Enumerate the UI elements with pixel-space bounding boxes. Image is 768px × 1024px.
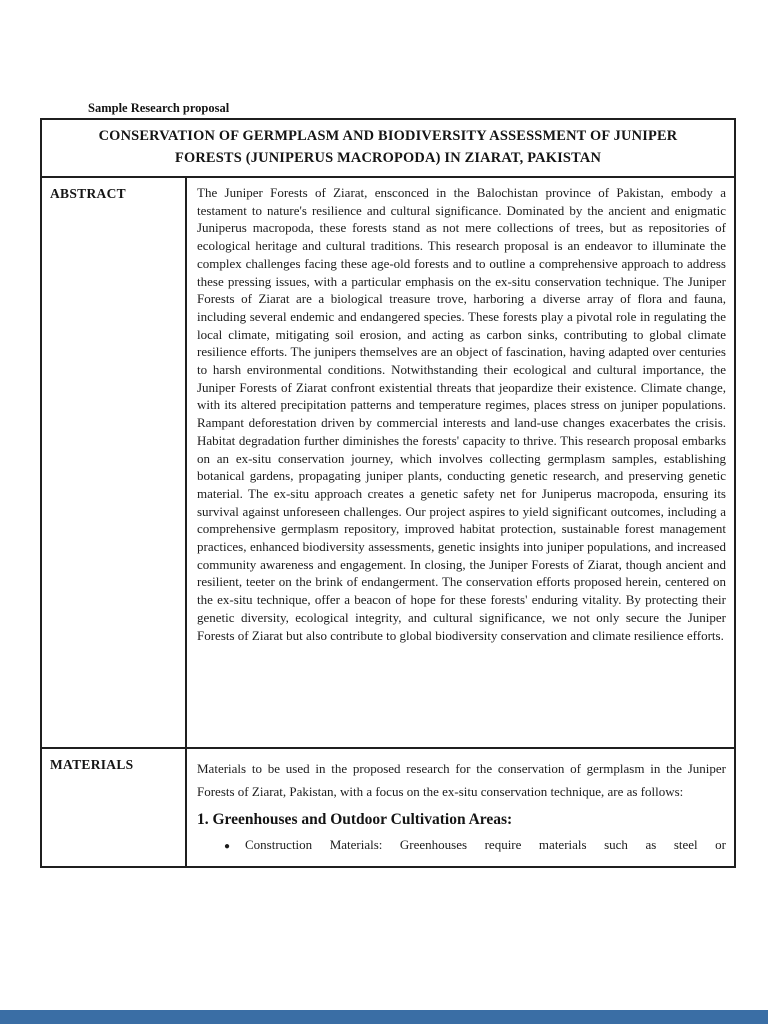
- abstract-content-cell: [185, 178, 734, 747]
- proposal-title: [42, 120, 734, 178]
- proposal-title-line-1: CONSERVATION OF GERMPLASM AND BIODIVERSITY ASSESSMENT OF JUNIPER: [98, 128, 678, 144]
- proposal-table: [40, 118, 736, 868]
- materials-bullet-text: Construction Materials: Greenhouses require materials such as steel or: [245, 837, 726, 852]
- bullet-icon: ●: [224, 841, 231, 852]
- document-kicker: Sample Research proposal: [88, 101, 230, 115]
- materials-intro-paragraph: Materials to be used in the proposed research for the conservation of germplasm in the Juniper Forests of Ziarat, Pakistan, with a focus on the ex-situ conservation technique, are as follows:: [197, 761, 726, 799]
- abstract-label: ABSTRACT: [50, 186, 126, 201]
- abstract-paragraph: The Juniper Forests of Ziarat, ensconced in the Balochistan province of Pakistan, embody a testament to nature's resilience and cultural significance. Dominated by the ancient and enigmatic Juniperus macropoda, these forests stand as not mere collections of trees, but as repositories of ecological heritage and cultural traditions. This research proposal is an endeavor to illuminate the complex challenges facing these age-old forests and to outline a comprehensive approach to address these pressing issues, with a particular emphasis on the ex-situ conservation technique. The Juniper Forests of Ziarat are a biological treasure trove, harboring a diverse array of flora and fauna, including several endemic and endangered species. These forests play a pivotal role in regulating the local climate, mitigating soil erosion, and acting as carbon sinks, contributing to global climate resilience efforts. The junipers themselves are an object of fascination, having adapted over centuries to harsh environmental conditions. Notwithstanding their ecological and cultural importance, the Juniper Forests of Ziarat confront existential threats that jeopardize their existence. Climate change, with its altered precipitation patterns and temperature regimes, places stress on juniper populations. Rampant deforestation driven by commercial interests and land-use changes exacerbates the crisis. Habitat degradation further diminishes the forests' capacity to thrive. This research proposal embarks on an ex-situ conservation journey, which involves collecting germplasm samples, establishing botanical gardens, propagating juniper plants, conducting genetic research, and preserving genetic material. The ex-situ approach creates a genetic safety net for Juniperus macropoda, ensuring its survival against unforeseen challenges. Our project aspires to yield significant outcomes, including a comprehensive germplasm repository, improved habitat protection, sustainable forest management practices, enhanced biodiversity assessments, genetic insights into juniper populations, and increased community awareness and engagement. In closing, the Juniper Forests of Ziarat, though ancient and resilient, teeter on the brink of endangerment. The conservation efforts proposed herein, centered on the ex-situ technique, offer a beacon of hope for these forests' enduring vitality. By protecting their genetic diversity, ecological integrity, and cultural significance, we not only secure the Juniper Forests of Ziarat but also contribute to global biodiversity conservation and climate resilience efforts.: [197, 185, 726, 643]
- materials-row: [42, 747, 734, 866]
- materials-section-heading: 1. Greenhouses and Outdoor Cultivation Areas:: [197, 811, 513, 828]
- viewer-footer-bar: [0, 1010, 768, 1024]
- abstract-row: [42, 178, 734, 747]
- materials-content-cell: [185, 749, 734, 866]
- proposal-title-line-2: FORESTS (JUNIPERUS MACROPODA) IN ZIARAT, PAKISTAN: [174, 150, 602, 166]
- materials-bullet-item: [197, 836, 726, 854]
- materials-label: MATERIALS: [50, 757, 134, 772]
